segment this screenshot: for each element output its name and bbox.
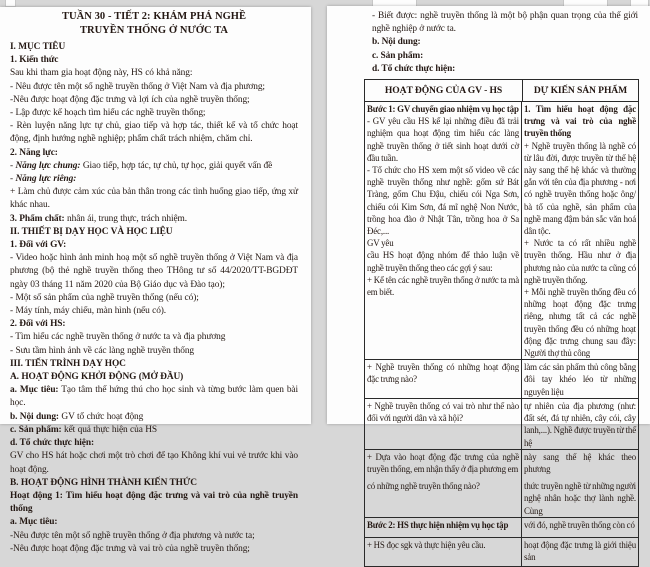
paragraph: + Mỗi nghề truyền thống đều có những hoạt động đặc trưng riêng, nhưng tất cả các nghề truyền thống đều có những hoạt động đặc trưng chung sau đây: Người thợ thủ công bbox=[524, 287, 636, 359]
paragraph: - Nêu được tên một số nghề truyền thống ở Việt Nam và địa phương; bbox=[10, 81, 265, 92]
heading: c. Sản phẩm: bbox=[372, 50, 424, 61]
paragraph: + Làm chủ được cảm xúc của bản thân trong các tình huống giao tiếp, ứng xử khác nhau. bbox=[10, 187, 298, 211]
table-cell-left bbox=[365, 102, 522, 359]
paragraph: thức truyền nghề từ những người nghệ nhân hoặc thợ lành nghề. Cùng bbox=[524, 481, 636, 516]
paragraph: - Rèn luyện năng lực tự chủ, giao tiếp và hợp tác, thiết kế và tổ chức hoạt động, định hướng nghề nghiệp; phẩm chất trách nhiệm, chăm chỉ. bbox=[10, 121, 298, 145]
paragraph: với đó, nghề truyền thống còn có bbox=[524, 519, 635, 530]
heading: d. Tổ chức thực hiện: bbox=[10, 438, 95, 449]
paragraph: + Nghề truyền thống có vai trò như thế nào đối với người dân và xã hội? bbox=[367, 400, 519, 424]
heading: III. TIẾN TRÌNH DẠY HỌC bbox=[10, 358, 126, 369]
paragraph: cầu HS hoạt động nhóm để thảo luận về nghề truyền thống theo các gợi ý sau: bbox=[367, 250, 519, 273]
heading: TUẦN 30 - TIẾT 2: KHÁM PHÁ NGHỀ TRUYỀN THỐNG Ở NƯỚC TA bbox=[62, 11, 246, 36]
table-cell-right bbox=[522, 538, 638, 566]
document-page-right bbox=[327, 6, 650, 562]
table-row bbox=[365, 518, 638, 538]
heading: 1. Đối với GV: bbox=[10, 240, 67, 251]
table-cell-left bbox=[365, 518, 522, 537]
table-cell-left bbox=[365, 538, 522, 566]
heading: A. HOẠT ĐỘNG KHỞI ĐỘNG (MỞ ĐẦU) bbox=[10, 372, 184, 383]
table-row bbox=[365, 538, 638, 566]
table-cell-right bbox=[522, 102, 638, 359]
heading: Bước 2: HS thực hiện nhiệm vụ học tập bbox=[367, 519, 509, 530]
paragraph: b. Nội dung: GV tổ chức hoạt động bbox=[10, 411, 144, 422]
paragraph: Sau khi tham gia hoạt động này, HS có khả năng: bbox=[10, 68, 193, 79]
heading: B. HOẠT ĐỘNG HÌNH THÀNH KIẾN THỨC bbox=[10, 477, 197, 488]
paragraph: - Lập được kế hoạch tìm hiểu các nghề truyền thống; bbox=[10, 108, 206, 119]
paragraph: GV cho HS hát hoặc chơi một trò chơi để tạo Không khí vui vẻ trước khi vào hoạt động. bbox=[10, 451, 298, 475]
heading: a. Mục tiêu: bbox=[10, 517, 58, 528]
paragraph: + Nước ta có rất nhiều nghề truyền thống. Hầu như ở địa phương nào của nước ta cũng có nghề truyền thống. bbox=[524, 238, 636, 285]
paragraph: + Kể tên các nghề truyền thống ở nước ta mà em biết. bbox=[367, 274, 519, 298]
paragraph: + HS đọc sgk và thực hiện yêu cầu. bbox=[367, 539, 486, 550]
paragraph: - Tổ chức cho HS xem một số video về các nghề truyền thống như nghề: gốm sứ Bát Tràng, gốm Chu Đậu, chiếu cói Nga Sơn, chiếu cói Kim Sơn, đá mĩ nghệ Non Nước, trồng hoa đào ở Nhật Tân, trồng hoa ở Sa Đéc,... bbox=[367, 165, 519, 237]
heading: d. Tổ chức thực hiện: bbox=[372, 63, 456, 74]
left-page-content bbox=[10, 10, 298, 556]
activity-table-body bbox=[365, 102, 638, 566]
table-cell-left bbox=[365, 360, 522, 398]
heading: 1. Kiến thức bbox=[10, 55, 59, 66]
heading: 1. Tìm hiểu hoạt động đặc trưng và vai trò của nghề truyền thống bbox=[524, 104, 636, 139]
paragraph: - Tìm hiểu các nghề truyền thống ở nước ta và địa phương bbox=[10, 332, 226, 343]
paragraph: - Video hoặc hình ảnh minh hoạ một số nghề truyền thống ở Việt Nam và địa phương (bộ thẻ nghề truyền thống theo THông tư số 44/2020/TT-BGDĐT ngày 03 tháng 11 năm 2020 của Bộ Giáo dục và Đào tạo); bbox=[10, 253, 298, 290]
table-header-gv-hs: HOẠT ĐỘNG CỦA GV - HS bbox=[365, 80, 523, 101]
heading: Bước 1: GV chuyển giao nhiệm vụ học tập bbox=[367, 104, 519, 115]
table-row bbox=[365, 399, 638, 450]
paragraph: - GV yêu cầu HS kể lại những điều đã trải nghiệm qua hoạt động tìm hiểu các làng nghề truyền thống ở tiết sinh hoạt dưới cờ đầu tuần. bbox=[367, 116, 519, 163]
table-row bbox=[365, 102, 638, 360]
heading: Hoạt động 1: Tìm hiểu hoạt động đặc trưng và vai trò của nghề truyền thống bbox=[10, 490, 298, 515]
heading: b. Nội dung: bbox=[372, 37, 421, 48]
paragraph: hoạt động đặc trưng là giới thiệu sản bbox=[524, 539, 636, 562]
paragraph: c. Sản phẩm: kết quả thực hiện của HS bbox=[10, 424, 157, 435]
table-row bbox=[365, 450, 638, 518]
paragraph: -Nêu được tên một số nghề truyền thống ở địa phương và nước ta; bbox=[10, 530, 255, 541]
heading: I. MỤC TIÊU bbox=[10, 42, 66, 52]
paragraph: làm các sản phẩm thủ công bằng đôi tay khéo léo từ những nguyên liệu bbox=[524, 362, 636, 397]
paragraph: tự nhiên của địa phương (như: đất sét, đá tự nhiên, cây cói, cây lanh,...). Nghề được truyền từ thế hệ bbox=[524, 400, 636, 448]
heading: 2. Năng lực: bbox=[10, 147, 58, 158]
paragraph: có những nghề truyền thống nào? bbox=[367, 481, 480, 492]
heading: 2. Đối với HS: bbox=[10, 319, 66, 330]
table-cell-right bbox=[522, 450, 638, 517]
document-page-left bbox=[0, 7, 311, 554]
paragraph: -Nêu được hoạt động đặc trưng và lợi ích của nghề truyền thống; bbox=[10, 94, 250, 105]
paragraph: + Dựa vào hoạt động đặc trưng của nghề truyền thống, em nhận thấy ở địa phương em bbox=[367, 451, 519, 474]
paragraph: - Một số sản phẩm của nghề truyền thống (nếu có); bbox=[10, 292, 199, 303]
paragraph: này sang thế hệ khác theo phương bbox=[524, 451, 636, 474]
table-cell-right bbox=[522, 360, 638, 398]
paragraph: - Sưu tầm hình ảnh về các làng nghề truyền thống bbox=[10, 345, 195, 356]
right-page-intro bbox=[327, 10, 640, 76]
page-fragment bbox=[5, 0, 16, 7]
table-cell-right bbox=[522, 518, 638, 537]
paragraph: -Nêu được hoạt động đặc trưng và vai trò của nghề truyền thống; bbox=[10, 543, 250, 554]
activity-table-header bbox=[365, 80, 638, 102]
heading: II. THIẾT BỊ DẠY HỌC VÀ HỌC LIỆU bbox=[10, 226, 173, 237]
heading: - Năng lực riêng: bbox=[10, 174, 77, 185]
table-row bbox=[365, 360, 638, 399]
table-cell-left bbox=[365, 450, 522, 517]
paragraph: GV yêu bbox=[367, 238, 394, 249]
paragraph: a. Mục tiêu: Tạo tâm thế hứng thú cho học sinh và từng bước làm quen bài học. bbox=[10, 385, 298, 409]
paragraph: - Máy tính, máy chiếu, màn hình (nếu có). bbox=[10, 306, 167, 317]
paragraph: 3. Phẩm chất: nhân ái, trung thực, trách nhiệm. bbox=[10, 213, 187, 224]
paragraph: + Nghề truyền thống là nghề có từ lâu đời, được truyền từ thế hệ này sang thế hệ khác và thường gắn với tên của địa phương - nơi có nghề truyền thống hoặc ông/ bà tổ của nghề, sản phẩm của nghề mang đậm bản sắc văn hoá dân tộc. bbox=[524, 140, 636, 237]
paragraph: + Nghề truyền thống có những hoạt động đặc trưng nào? bbox=[367, 362, 519, 385]
table-header-san-pham: DỰ KIẾN SẢN PHẨM bbox=[533, 85, 628, 97]
paragraph: - Năng lực chung: Giao tiếp, hợp tác, tự chủ, tự học, giải quyết vấn đề bbox=[10, 160, 273, 171]
activity-table bbox=[364, 79, 639, 567]
paragraph: - Biết được: nghề truyền thống là một bộ phận quan trọng của thế giới nghề nghiệp ở nước ta. bbox=[372, 11, 638, 35]
